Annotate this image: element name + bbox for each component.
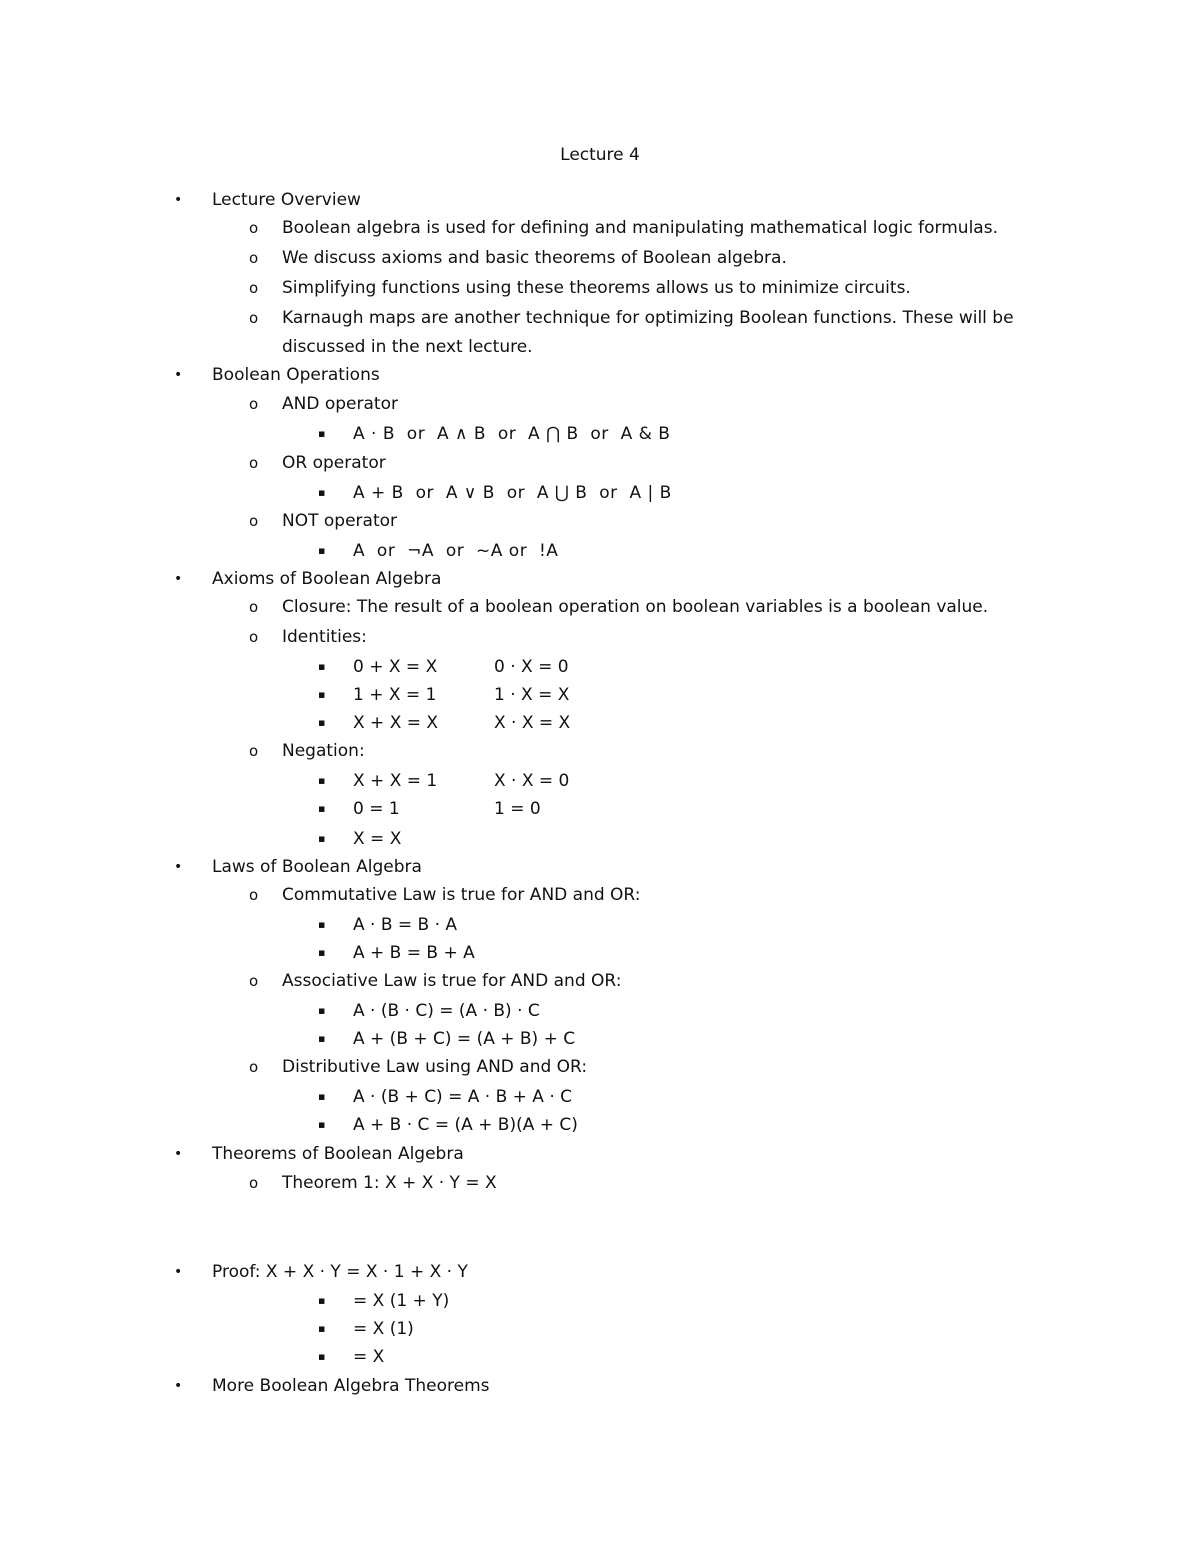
bullet-square: ▪ — [318, 1118, 326, 1131]
and-operator-label: AND operator — [282, 394, 398, 414]
bullet-square: ▪ — [318, 832, 326, 845]
bullet-circle: o — [249, 886, 259, 904]
negation-label: Negation: — [282, 741, 365, 761]
identity-or: 1 + X = 1 — [353, 685, 437, 705]
proof-heading: Proof: X + X · Y = X · 1 + X · Y — [212, 1262, 468, 1282]
bullet-dot: • — [174, 192, 183, 208]
commutative-law: A + B = B + A — [353, 943, 475, 963]
associative-law: A · (B · C) = (A · B) · C — [353, 1001, 540, 1021]
negation-and: 1 = 0 — [494, 799, 541, 819]
bullet-circle: o — [249, 742, 259, 760]
bullet-circle: o — [249, 219, 259, 237]
proof-step: = X (1 + Y) — [353, 1291, 450, 1311]
bullet-circle: o — [249, 512, 259, 530]
identity-or: X + X = X — [353, 713, 439, 733]
identity-and: X · X = X — [494, 713, 571, 733]
bullet-square: ▪ — [318, 1350, 326, 1363]
overview-item: We discuss axioms and basic theorems of Boolean algebra. — [282, 248, 787, 268]
bullet-dot: • — [174, 1264, 183, 1280]
bullet-dot: • — [174, 859, 183, 875]
identities-label: Identities: — [282, 627, 367, 647]
bullet-square: ▪ — [318, 660, 326, 673]
bullet-circle: o — [249, 1058, 259, 1076]
bullet-square: ▪ — [318, 427, 326, 440]
overview-item: Karnaugh maps are another technique for optimizing Boolean functions. These will be — [282, 308, 1014, 328]
bullet-circle: o — [249, 1174, 259, 1192]
section-heading-theorems: Theorems of Boolean Algebra — [212, 1144, 464, 1164]
bullet-square: ▪ — [318, 1004, 326, 1017]
distributive-label: Distributive Law using AND and OR: — [282, 1057, 588, 1077]
and-operator-expression: A · B or A ∧ B or A ⋂ B or A & B — [353, 424, 671, 444]
not-operator-label: NOT operator — [282, 511, 397, 531]
bullet-circle: o — [249, 454, 259, 472]
bullet-circle: o — [249, 598, 259, 616]
negation-double: X = X — [353, 829, 402, 849]
section-heading-axioms: Axioms of Boolean Algebra — [212, 569, 442, 589]
section-heading-operations: Boolean Operations — [212, 365, 380, 385]
bullet-circle: o — [249, 972, 259, 990]
bullet-square: ▪ — [318, 946, 326, 959]
bullet-dot: • — [174, 367, 183, 383]
theorem-1: Theorem 1: X + X · Y = X — [282, 1173, 497, 1193]
overview-item: Boolean algebra is used for defining and manipulating mathematical logic formulas. — [282, 218, 998, 238]
not-operator-expression: A or ¬A or ~A or !A — [353, 541, 559, 561]
associative-law: A + (B + C) = (A + B) + C — [353, 1029, 576, 1049]
section-heading-overview: Lecture Overview — [212, 190, 361, 210]
identity-and: 0 · X = 0 — [494, 657, 569, 677]
bullet-square: ▪ — [318, 918, 326, 931]
proof-step: = X — [353, 1347, 385, 1367]
bullet-square: ▪ — [318, 544, 326, 557]
identity-or: 0 + X = X — [353, 657, 438, 677]
distributive-law: A · (B + C) = A · B + A · C — [353, 1087, 573, 1107]
bullet-square: ▪ — [318, 486, 326, 499]
or-operator-expression: A + B or A ∨ B or A ⋃ B or A | B — [353, 483, 672, 503]
bullet-square: ▪ — [318, 688, 326, 701]
commutative-label: Commutative Law is true for AND and OR: — [282, 885, 641, 905]
bullet-dot: • — [174, 1146, 183, 1162]
bullet-circle: o — [249, 249, 259, 267]
or-operator-label: OR operator — [282, 453, 386, 473]
section-heading-more-theorems: More Boolean Algebra Theorems — [212, 1376, 490, 1396]
associative-label: Associative Law is true for AND and OR: — [282, 971, 622, 991]
bullet-dot: • — [174, 1378, 183, 1394]
overview-item-continued: discussed in the next lecture. — [282, 337, 533, 357]
negation-or: X + X = 1 — [353, 771, 438, 791]
page-title: Lecture 4 — [560, 145, 640, 165]
bullet-square: ▪ — [318, 802, 326, 815]
bullet-square: ▪ — [318, 1294, 326, 1307]
section-heading-laws: Laws of Boolean Algebra — [212, 857, 422, 877]
bullet-dot: • — [174, 571, 183, 587]
distributive-law: A + B · C = (A + B)(A + C) — [353, 1115, 578, 1135]
negation-and: X · X = 0 — [494, 771, 570, 791]
bullet-square: ▪ — [318, 716, 326, 729]
overview-item: Simplifying functions using these theorems allows us to minimize circuits. — [282, 278, 911, 298]
proof-step: = X (1) — [353, 1319, 414, 1339]
identity-and: 1 · X = X — [494, 685, 570, 705]
bullet-square: ▪ — [318, 1032, 326, 1045]
negation-or: 0 = 1 — [353, 799, 400, 819]
bullet-square: ▪ — [318, 1090, 326, 1103]
bullet-circle: o — [249, 279, 259, 297]
bullet-circle: o — [249, 628, 259, 646]
bullet-circle: o — [249, 395, 259, 413]
bullet-square: ▪ — [318, 1322, 326, 1335]
closure-axiom: Closure: The result of a boolean operation on boolean variables is a boolean value. — [282, 597, 989, 617]
bullet-circle: o — [249, 309, 259, 327]
commutative-law: A · B = B · A — [353, 915, 458, 935]
bullet-square: ▪ — [318, 774, 326, 787]
